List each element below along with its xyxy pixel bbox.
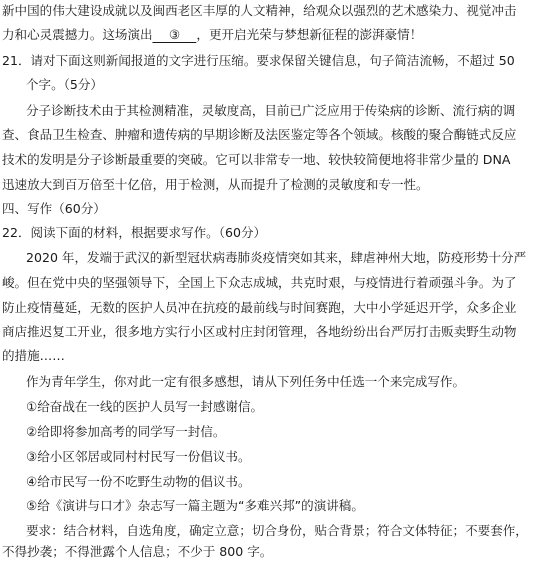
q22-option-2: ②给即将参加高考的同学写一封信。 bbox=[26, 424, 226, 439]
q21-passage-line-2: 查、食品卫生检查、肿瘤和遗传病的早期诊断及法医鉴定等各个领域。核酸的聚合酶链式反应 bbox=[2, 127, 517, 142]
q22-option-4: ④给市民写一份不吃野生动物的倡议书。 bbox=[26, 474, 251, 489]
q21-passage-line-3: 技术的发明是分子诊断最重要的突破。它可以非常专一地、较快较简便地将非常少量的 DNA bbox=[2, 152, 511, 167]
q22-requirements-line-2: 不得抄袭；不得泄露个人信息；不少于 800 字。 bbox=[2, 544, 273, 559]
q22-material-line-5: 的措施…… bbox=[2, 348, 65, 363]
q21-prompt-line-2: 个字。（5分） bbox=[26, 77, 103, 92]
q22-material-line-3: 防止疫情蔓延，无数的医护人员冲在抗疫的最前线与时间赛跑，大中小学延迟开学，众多企业 bbox=[2, 300, 517, 315]
q22-option-5: ⑤给《演讲与口才》杂志写一篇主题为“多难兴邦”的演讲稿。 bbox=[26, 498, 364, 513]
q22-material-line-2: 峻。但在党中央的坚强领导下，全国上下众志成城，共克时艰，与疫情进行着顽强斗争。为了 bbox=[2, 275, 517, 290]
intro-line-2-end: ，更开启光荣与梦想新征程的澎湃豪情！ bbox=[196, 27, 423, 42]
intro-line-2-start: 力和心灵震撼力。这场演出 bbox=[2, 27, 153, 42]
q21-passage-line-4: 迅速放大到百万倍至十亿倍，用于检测，从而提升了检测的灵敏度和专一性。 bbox=[2, 177, 429, 192]
q22-material-line-4: 商店推迟复工开业，很多地方实行小区或村庄封闭管理，各地纷纷出台严厉打击贩卖野生动物 bbox=[2, 324, 517, 339]
q22-requirements-line-1: 要求：结合材料，自选角度，确定立意；切合身份，贴合背景；符合文体特征；不要套作， bbox=[26, 523, 528, 538]
q22-option-1: ①给奋战在一线的医护人员写一封感谢信。 bbox=[26, 399, 264, 414]
intro-line-1: 新中国的伟大建设成就以及闽西老区丰厚的人文精神，给观众以强烈的艺术感染力、视觉冲击 bbox=[2, 3, 517, 18]
section-4-heading: 四、写作（60分） bbox=[2, 201, 106, 216]
q21-prompt-line-1: 21．请对下面这则新闻报道的文字进行压缩。要求保留关键信息，句子简洁流畅，不超过 50 bbox=[2, 53, 515, 68]
q22-option-3: ③给小区邻居或同村村民写一份倡议书。 bbox=[26, 449, 251, 464]
intro-line-2 bbox=[2, 26, 544, 44]
q22-material-line-1: 2020 年，发端于武汉的新型冠状病毒肺炎疫情突如其来，肆虐神州大地，防疫形势十分严 bbox=[26, 250, 527, 265]
q22-task-intro: 作为青年学生，你对此一定有很多感想，请从下列任务中任选一个来完成写作。 bbox=[26, 374, 466, 389]
q21-passage-line-1: 分子诊断技术由于其检测精准，灵敏度高，目前已广泛应用于传染病的诊断、流行病的调 bbox=[26, 103, 516, 118]
q22-heading: 22．阅读下面的材料，根据要求写作。（60分） bbox=[2, 225, 267, 240]
answer-blank-3: ③ bbox=[153, 28, 197, 43]
